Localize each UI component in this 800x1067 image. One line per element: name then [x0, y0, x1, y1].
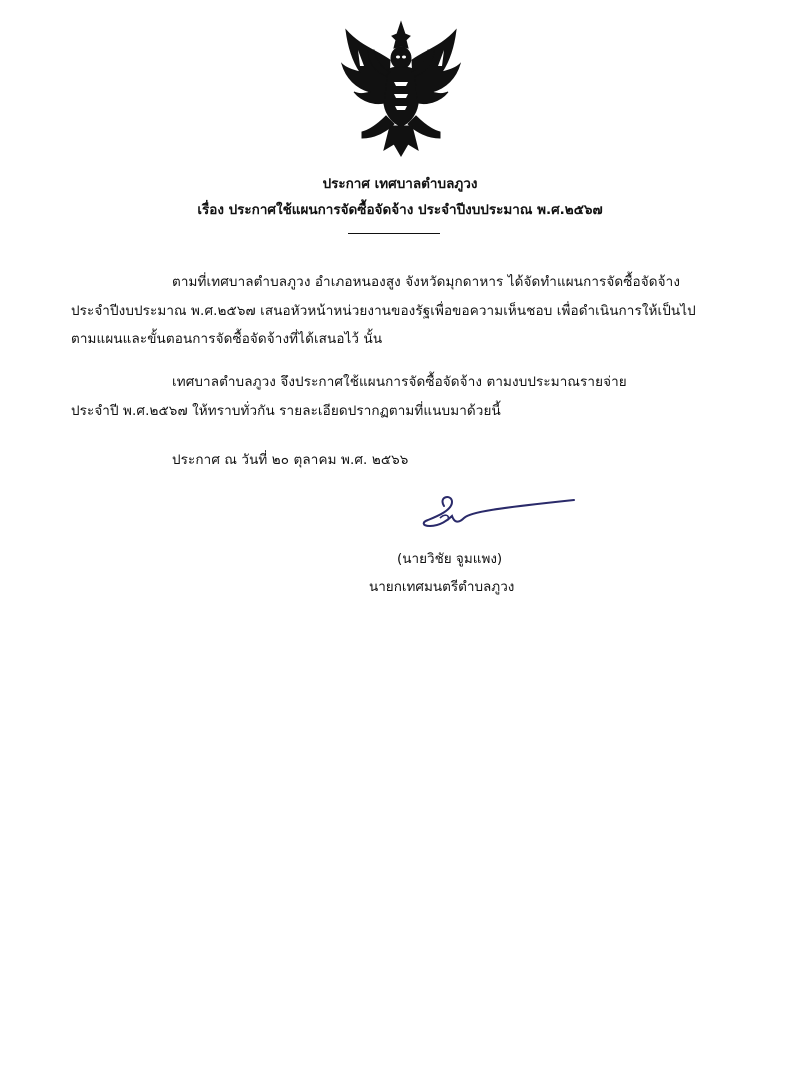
- paragraph-1-line-2: ประจำปีงบประมาณ พ.ศ.๒๕๖๗ เสนอหัวหน้าหน่วยงานของรัฐเพื่อขอความเห็นชอบ เพื่อดำเนินการให้เป็นไป: [71, 303, 696, 319]
- garuda-emblem-icon: [338, 20, 464, 160]
- announcement-subject: เรื่อง ประกาศใช้แผนการจัดซื้อจัดจ้าง ประจำปีงบประมาณ พ.ศ.๒๕๖๗: [197, 202, 603, 218]
- paragraph-1-line-3: ตามแผนและขั้นตอนการจัดซื้อจัดจ้างที่ได้เสนอไว้ นั้น: [71, 331, 383, 347]
- paragraph-1-line-1: ตามที่เทศบาลตำบลภูวง อำเภอหนองสูง จังหวัดมุกดาหาร ได้จัดทำแผนการจัดซื้อจัดจ้าง: [172, 274, 681, 290]
- handwritten-signature: [418, 488, 578, 532]
- signatory-title: นายกเทศมนตรีตำบลภูวง: [369, 579, 515, 595]
- announcement-date: ประกาศ ณ วันที่ ๒๐ ตุลาคม พ.ศ. ๒๕๖๖: [172, 452, 409, 468]
- paragraph-2-line-1: เทศบาลตำบลภูวง จึงประกาศใช้แผนการจัดซื้อจัดจ้าง ตามงบประมาณรายจ่าย: [172, 374, 627, 390]
- paragraph-2-line-2: ประจำปี พ.ศ.๒๕๖๗ ให้ทราบทั่วกัน รายละเอียดปรากฏตามที่แนบมาด้วยนี้: [71, 403, 501, 419]
- title-divider: [348, 233, 440, 234]
- announcement-title: ประกาศ เทศบาลตำบลภูวง: [322, 176, 478, 192]
- signatory-name: (นายวิชัย จูมแพง): [397, 551, 503, 567]
